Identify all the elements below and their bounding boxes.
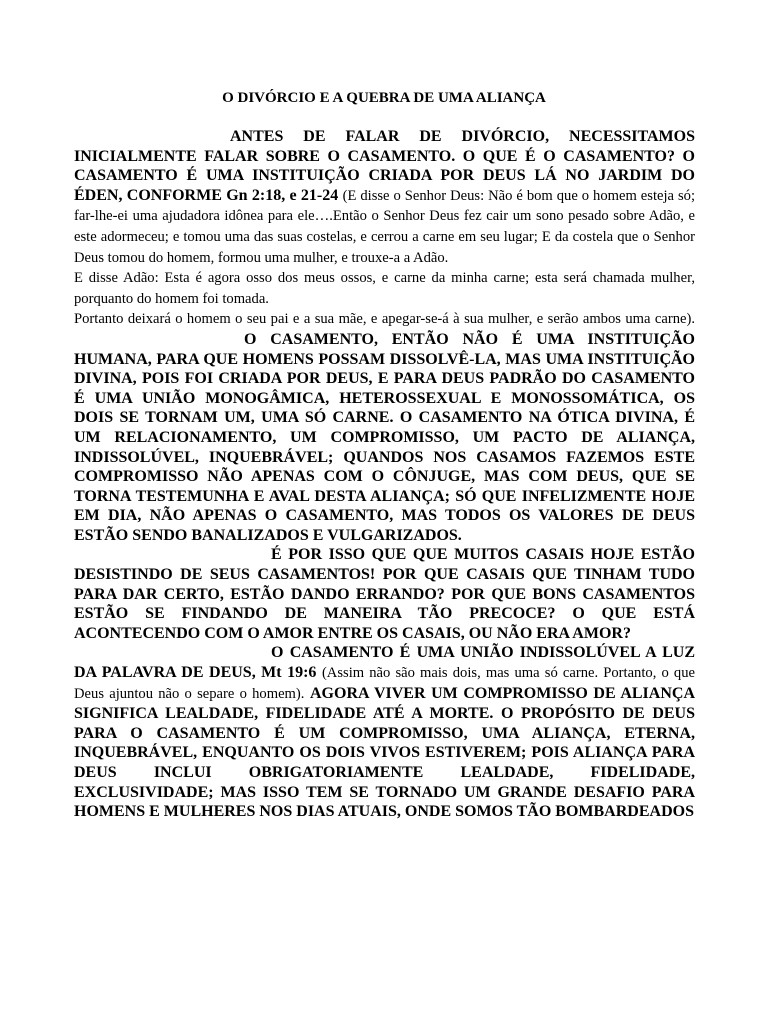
paragraph-2-text: O CASAMENTO, ENTÃO NÃO É UMA INSTITUIÇÃO HUMANA, PARA QUE HOMENS POSSAM DISSOLVÊ-LA, MAS UMA INSTITUIÇÃO DIVINA, POIS FOI CRIADA POR DEUS, E PARA DEUS PADRÃO DO CASAMENTO É UMA UNIÃO MONOGÂMICA, HETEROSSEXUAL E MONOSSOMÁTICA, OS DOIS SE TORNAM UM, UMA SÓ CARNE. O CASAMENTO NA ÓTICA DIVINA, É UM RELACIONAMENTO, UM COMPROMISSO, UM PACTO DE ALIANÇA, INDISSOLÚVEL, INQUEBRÁVEL; QUANDOS NOS CASAMOS FAZEMOS ESTE COMPROMISSO NÃO APENAS COM O CÔNJUGE, MAS COM DEUS, QUE SE TORNA TESTEMUNHA E AVAL DESTA ALIANÇA; SÓ QUE INFELIZMENTE HOJE EM DIA, NÃO APENAS O CASAMENTO, MAS TODOS OS VALORES DE DEUS ESTÃO SENDO BANALIZADOS E VULGARIZADOS. bbox=[74, 330, 695, 544]
document-body bbox=[74, 127, 695, 822]
paragraph-4 bbox=[74, 643, 695, 821]
genesis-quote-c: Portanto deixará o homem o seu pai e a sua mãe, e apegar-se-á à sua mulher, e serão ambos uma carne). bbox=[74, 311, 695, 328]
paragraph-4-text-a: O CASAMENTO É UMA UNIÃO INDISSOLÚVEL A LUZ DA PALAVRA DE DEUS, Mt 19:6 bbox=[74, 644, 695, 682]
paragraph-1 bbox=[74, 127, 695, 268]
matthew-quote: (Assim não são mais dois, mas uma só carne. Portanto, o que Deus ajuntou não o separe o homem). bbox=[74, 665, 696, 702]
document-title: O DIVÓRCIO E A QUEBRA DE UMA ALIANÇA bbox=[222, 90, 546, 106]
paragraph-4-text-b: AGORA VIVER UM COMPROMISSO DE ALIANÇA SIGNIFICA LEALDADE, FIDELIDADE ATÉ A MORTE. O PROPÓSITO DE DEUS PARA O CASAMENTO É UM COMPROMISSO, UMA ALIANÇA, ETERNA, INQUEBRÁVEL, ENQUANTO OS DOIS VIVOS ESTIVEREM; POIS ALIANÇA PARA DEUS INCLUI OBRIGATORIAMENTE LEALDADE, FIDELIDADE, EXCLUSIVIDADE; MAS ISSO TEM SE TORNADO UM GRANDE DESAFIO PARA HOMENS E MULHERES NOS DIAS ATUAIS, ONDE SOMOS TÃO BOMBARDEADOS bbox=[74, 684, 696, 821]
paragraph-3-text: É POR ISSO QUE QUE MUITOS CASAIS HOJE ESTÃO DESISTINDO DE SEUS CASAMENTOS! POR QUE CASAIS QUE TINHAM TUDO PARA DAR CERTO, ESTÃO DANDO ERRANDO? POR QUE BONS CASAMENTOS ESTÃO SE FINDANDO DE MANEIRA TÃO PRECOCE? O QUE ESTÁ ACONTECENDO COM O AMOR ENTRE OS CASAIS, OU NÃO ERA AMOR? bbox=[74, 546, 695, 642]
genesis-quote-b: E disse Adão: Esta é agora osso dos meus ossos, e carne da minha carne; esta será chamada mulher, porquanto do homem foi tomada. bbox=[74, 270, 695, 307]
paragraph-1b bbox=[74, 268, 695, 309]
paragraph-1-text: ANTES DE FALAR DE DIVÓRCIO, NECESSITAMOS INICIALMENTE FALAR SOBRE O CASAMENTO. O QUE É O CASAMENTO? O CASAMENTO É UMA INSTITUIÇÃO CRIADA POR DEUS LÁ NO JARDIM DO ÉDEN, CONFORME Gn 2:18, e 21-24 bbox=[74, 128, 695, 204]
paragraph-1c bbox=[74, 309, 695, 545]
genesis-quote: (E disse o Senhor Deus: Não é bom que o homem esteja só; far-lhe-ei uma ajudadora idônea para ele….Então o Senhor Deus fez cair um sono pesado sobre Adão, e este adormeceu; e tomou uma das suas costelas, e cerrou a carne em seu lugar; E da costela que o Senhor Deus tomou do homem, formou uma mulher, e trouxe-a a Adão. bbox=[74, 187, 696, 266]
paragraph-3 bbox=[74, 545, 695, 643]
